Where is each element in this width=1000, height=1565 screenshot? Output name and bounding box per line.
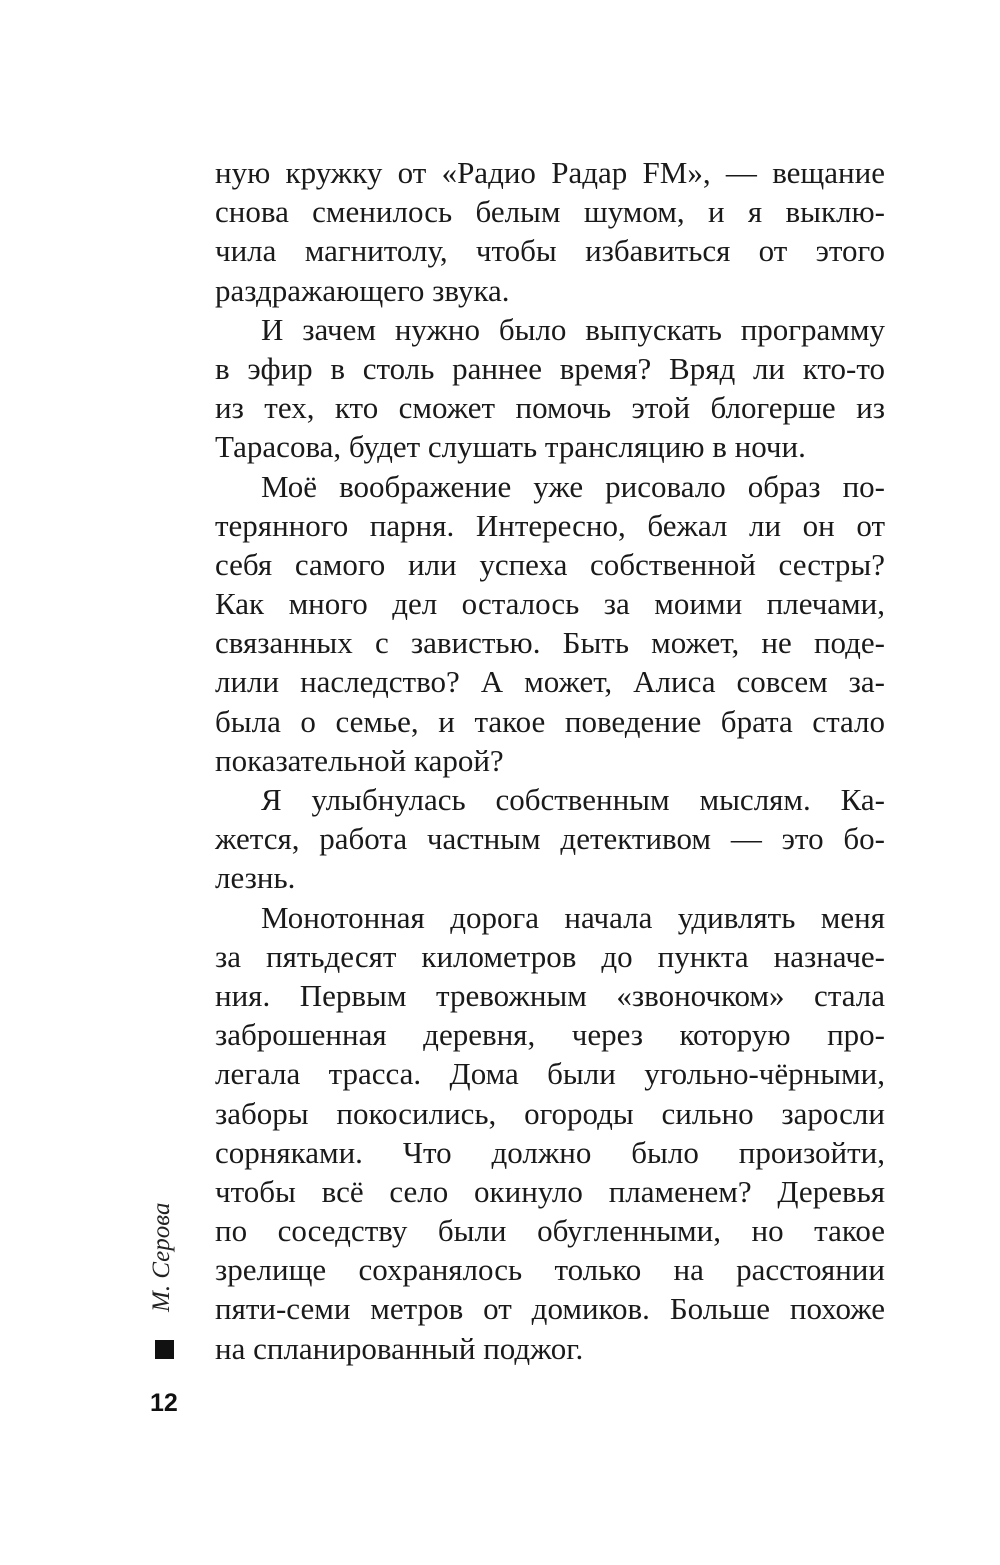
text-line: на спланированный поджог. xyxy=(215,1330,584,1366)
text-line: показательной карой? xyxy=(215,742,504,778)
text-line: ную кружку от «Радио Радар FM», — вещание xyxy=(215,155,885,190)
text-line: Как много дел осталось за моими плечами, xyxy=(215,586,885,622)
text-line: себя самого или успеха собственной сестры? xyxy=(215,546,885,582)
text-line: за пятьдесят километров до пункта назначе- xyxy=(215,938,885,974)
text-line: по соседству были обугленными, но такое xyxy=(215,1213,885,1249)
text-line: из тех, кто сможет помочь этой блогерше из xyxy=(215,390,885,426)
text-line: чила магнитолу, чтобы избавиться от этого xyxy=(215,233,885,269)
text-line: зрелище сохранялось только на расстоянии xyxy=(215,1252,885,1288)
text-line: Я улыбнулась собственным мыслям. Ка- xyxy=(261,782,885,817)
text-line: жется, работа частным детективом — это бо- xyxy=(215,821,885,857)
text-line: снова сменилось белым шумом, и я выклю- xyxy=(215,194,885,230)
text-line: пяти-семи метров от домиков. Больше похоже xyxy=(215,1291,885,1327)
body-text xyxy=(215,153,885,1368)
text-line: заборы покосились, огороды сильно заросли xyxy=(215,1095,885,1131)
text-line: Тарасова, будет слушать трансляцию в ночи. xyxy=(215,429,806,465)
running-head-author: М. Серова xyxy=(148,1202,175,1312)
text-line: Монотонная дорога начала удивлять меня xyxy=(261,899,885,935)
text-line: лезнь. xyxy=(215,860,296,896)
text-line: раздражающего звука. xyxy=(215,272,510,308)
text-line: Моё воображение уже рисовало образ по- xyxy=(261,468,885,504)
text-line: связанных с завистью. Быть может, не поде- xyxy=(215,625,885,661)
text-line: чтобы всё село окинуло пламенем? Деревья xyxy=(215,1173,885,1209)
text-line: терянного парня. Интересно, бежал ли он от xyxy=(215,507,885,543)
text-line: легала трасса. Дома были угольно-чёрными, xyxy=(215,1056,885,1092)
page-number: 12 xyxy=(150,1389,178,1417)
text-line: ния. Первым тревожным «звоночком» стала xyxy=(215,977,885,1013)
text-line: заброшенная деревня, через которую про- xyxy=(215,1017,885,1053)
text-line: лили наследство? А может, Алиса совсем за- xyxy=(215,664,885,700)
square-marker-icon xyxy=(155,1340,174,1359)
text-line: И зачем нужно было выпускать программу xyxy=(261,311,885,347)
text-line: в эфир в столь раннее время? Вряд ли кто-то xyxy=(215,350,885,386)
text-line: была о семье, и такое поведение брата стало xyxy=(215,703,885,739)
text-line: сорняками. Что должно было произойти, xyxy=(215,1134,885,1170)
